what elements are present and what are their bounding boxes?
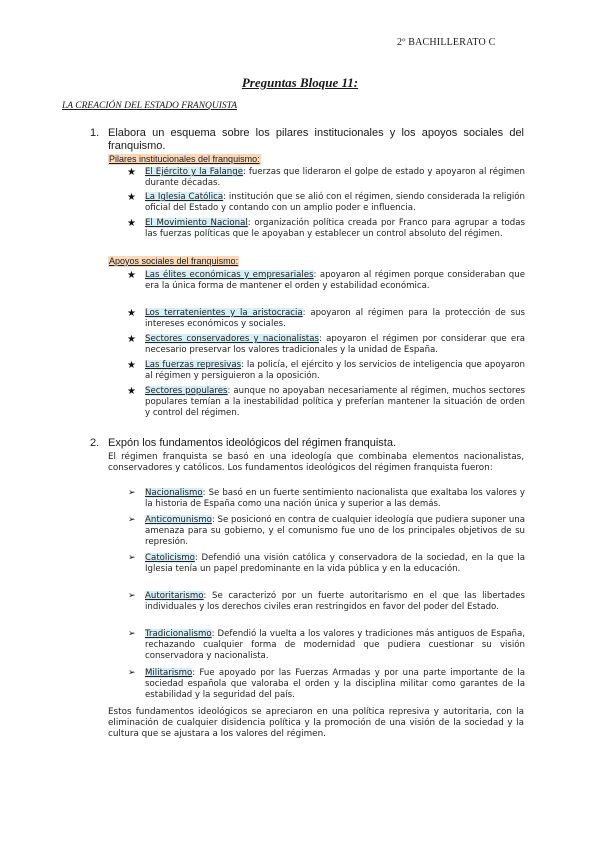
arrow-bullet-icon: ➢ — [128, 629, 136, 639]
arrow-bullet-icon: ➢ — [128, 553, 136, 563]
section-title: LA CREACIÓN DEL ESTADO FRANQUISTA — [62, 101, 238, 111]
list-item: Catolicismo: Defendió una visión católica y conservadora de la sociedad, en la que la Iglesia tenía un papel predominante en la vida pública y en la educación. — [145, 553, 525, 574]
apoyos-heading: Apoyos sociales del franquismo: — [109, 256, 239, 266]
list-item: Sectores populares: aunque no apoyaban necesariamente al régimen, muchos sectores populares temían a la inestabilidad política y preferían mantener la situación de orden y control del régimen. — [145, 386, 526, 418]
arrow-bullet-icon: ➢ — [128, 488, 136, 498]
list-item: Anticomunismo: Se posicionó en contra de cualquier ideología que pudiera suponer una amenaza para su gobierno, y el comunismo fue uno de los principales objetivos de su represión. — [145, 515, 525, 547]
list-item: Nacionalismo: Se basó en un fuerte sentimiento nacionalista que exaltaba los valores y la historia de España como una nación única y superior a las demás. — [145, 488, 525, 509]
intro-paragraph: El régimen franquista se basó en una ideología que combinaba elementos nacionalistas, conservadores y católicos. Los fundamentos ideológicos del régimen franquista fueron: — [108, 452, 524, 473]
list-item: El Movimiento Nacional: organización política creada por Franco para agrupar a todas las fuerzas políticas que le apoyaban y establecer un control absoluto del régimen. — [145, 218, 525, 239]
page-title: Preguntas Bloque 11: — [241, 75, 359, 90]
list-item: Las élites económicas y empresariales: apoyaron al régimen porque consideraban que era la única forma de mantener el orden y estabilidad económica. — [145, 270, 525, 291]
question-number: 1. — [90, 127, 100, 139]
question-text: Expón los fundamentos ideológicos del régimen franquista. — [108, 437, 397, 449]
star-bullet-icon: ★ — [127, 218, 136, 229]
star-bullet-icon: ★ — [127, 386, 136, 397]
question-2 — [90, 437, 524, 450]
list-item: La Iglesia Católica: institución que se alió con el régimen, siendo considerada la religión oficial del Estado y contando con un amplio poder e influencia. — [145, 192, 525, 213]
star-bullet-icon: ★ — [127, 360, 136, 371]
question-1 — [90, 127, 524, 153]
list-item: Los terratenientes y la aristocracia: apoyaron al régimen para la protección de sus intereses económicos y sociales. — [145, 308, 525, 329]
star-bullet-icon: ★ — [127, 270, 136, 281]
list-item: Sectores conservadores y nacionalistas: apoyaron el régimen por considerar que era necesario preservar los valores tradicionales y la unidad de España. — [145, 334, 526, 355]
star-bullet-icon: ★ — [127, 334, 136, 345]
list-item: Tradicionalismo: Defendió la vuelta a los valores y tradiciones más antiguos de España, rechazando cualquier forma de modernidad que pudiera cuestionar su visión conservadora y nacionalista. — [145, 629, 525, 661]
arrow-bullet-icon: ➢ — [128, 515, 136, 525]
pilares-heading: Pilares institucionales del franquismo: — [109, 154, 260, 164]
list-item: Militarismo: Fue apoyado por las Fuerzas Armadas y por una parte importante de la sociedad española que valoraba el orden y la disciplina militar como garantes de la estabilidad y la seguridad del país. — [145, 668, 525, 700]
arrow-bullet-icon: ➢ — [128, 591, 136, 601]
list-item: Las fuerzas represivas: la policía, el ejército y los servicios de inteligencia que apoyaron al régimen y persiguieron a la oposición. — [145, 360, 525, 381]
question-text: Elabora un esquema sobre los pilares institucionales y los apoyos sociales del franquismo. — [108, 127, 524, 152]
star-bullet-icon: ★ — [127, 167, 136, 178]
star-bullet-icon: ★ — [127, 308, 136, 319]
conclusion-paragraph: Estos fundamentos ideológicos se apreciaron en una política represiva y autoritaria, con la eliminación de cualquier disidencia política y la promoción de una visión de la sociedad y la cultura que se ajustara a los valores del régimen. — [108, 707, 524, 739]
arrow-bullet-icon: ➢ — [128, 668, 136, 678]
question-number: 2. — [90, 437, 100, 449]
star-bullet-icon: ★ — [127, 192, 136, 203]
course-header: 2º BACHILLERATO C — [397, 37, 496, 48]
list-item: Autoritarismo: Se caracterizó por un fuerte autoritarismo en el que las libertades individuales y los derechos civiles eran restringidos en favor del poder del Estado. — [145, 591, 525, 612]
list-item: El Ejército y la Falange: fuerzas que lideraron el golpe de estado y apoyaron al régimen durante décadas. — [145, 167, 526, 188]
